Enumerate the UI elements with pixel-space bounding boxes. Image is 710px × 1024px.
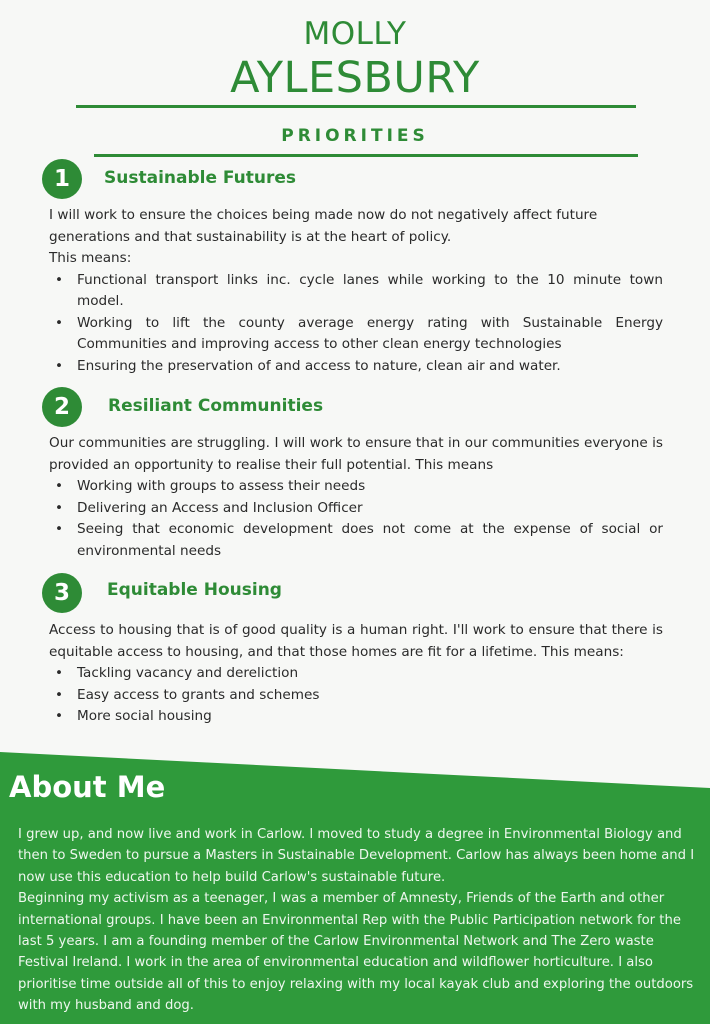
priority-intro-2: Our communities are struggling. I will work to ensure that in our communities everyone is provided an opportunity to realise their full potential. This means xyxy=(49,435,663,473)
priority-intro-1: I will work to ensure the choices being made now do not negatively affect future generations and that sustainability is at the heart of policy. xyxy=(49,207,598,245)
bullet-item: • Functional transport links inc. cycle lanes while working to the 10 minute town model. xyxy=(49,270,663,313)
bullet-item: • Working to lift the county average energy rating with Sustainable Energy Communities and improving access to other clean energy technologies xyxy=(49,313,663,356)
priority-number-badge-3: 3 xyxy=(42,573,82,613)
priority-title-3: Equitable Housing xyxy=(107,580,282,600)
priority-number-badge-2: 2 xyxy=(42,387,82,427)
bullet-item: • Easy access to grants and schemes xyxy=(49,685,663,707)
priority-body-1 xyxy=(49,205,663,377)
about-paragraph-2: Beginning my activism as a teenager, I was a member of Amnesty, Friends of the Earth and other international groups. I have been an Environmental Rep with the Public Participation network for the last 5 years. I am a founding member of the Carlow Environmental Network and The Zero waste Festival Ireland. I work in the area of environmental education and wildflower horticulture. I also prioritise time outside all of this to enjoy relaxing with my local kayak club and exploring the outdoors with my husband and dog. xyxy=(18,891,694,1014)
about-paragraph-1: I grew up, and now live and work in Carlow. I moved to study a degree in Environmental Biology and then to Sweden to pursue a Masters in Sustainable Development. Carlow has always been home and I now use this education to help build Carlow's sustainable future. xyxy=(18,827,695,885)
priority-number-badge-1: 1 xyxy=(42,159,82,199)
priority-title-1: Sustainable Futures xyxy=(104,168,297,188)
priority-body-3 xyxy=(49,620,663,728)
priority-body-2 xyxy=(49,433,663,562)
priority-bullet-list-3 xyxy=(49,663,663,728)
bullet-item: • Seeing that economic development does not come at the expense of social or environmental needs xyxy=(49,519,663,562)
priority-lead-1: This means: xyxy=(49,250,132,266)
priority-intro-3: Access to housing that is of good quality is a human right. I'll work to ensure that there is equitable access to housing, and that those homes are fit for a lifetime. This means: xyxy=(49,622,663,660)
bullet-item: • Working with groups to assess their needs xyxy=(49,476,663,498)
about-me-heading: About Me xyxy=(9,770,166,804)
priority-bullet-list-1 xyxy=(49,270,663,378)
candidate-last-name: AYLESBURY xyxy=(230,53,480,103)
bullet-item: • Ensuring the preservation of and access to nature, clean air and water. xyxy=(49,356,663,378)
priority-bullet-list-2 xyxy=(49,476,663,562)
candidate-first-name: MOLLY xyxy=(303,16,407,52)
bullet-item: • Delivering an Access and Inclusion Officer xyxy=(49,498,663,520)
header-divider-bottom xyxy=(94,154,638,157)
bullet-item: • More social housing xyxy=(49,706,663,728)
about-me-text xyxy=(18,824,708,1017)
priority-title-2: Resiliant Communities xyxy=(108,396,324,416)
priorities-heading: PRIORITIES xyxy=(281,126,429,146)
bullet-item: • Tackling vacancy and dereliction xyxy=(49,663,663,685)
header-divider-top xyxy=(76,105,636,108)
